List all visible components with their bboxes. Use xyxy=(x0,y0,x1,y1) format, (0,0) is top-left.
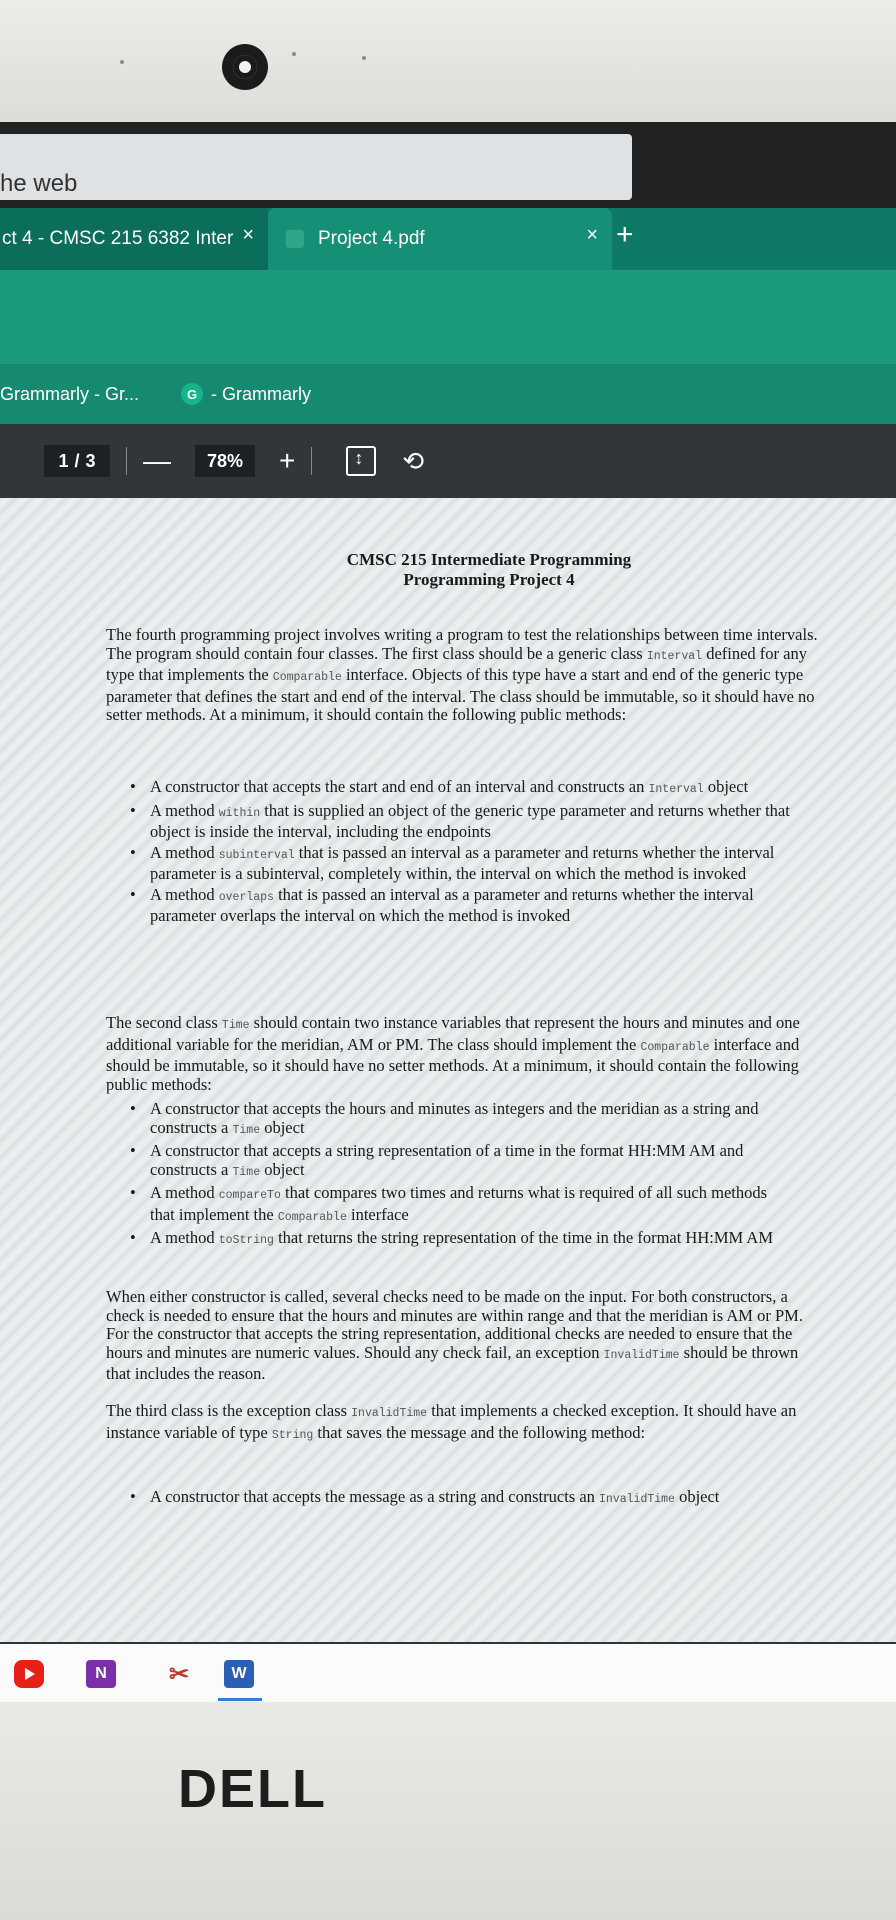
pdf-favicon-icon xyxy=(286,230,304,248)
pdf-page xyxy=(86,498,892,1642)
list-item: • A method within that is supplied an object of the generic type parameter and returns whether that object is inside the interval, including the endpoints xyxy=(106,802,790,842)
divider xyxy=(311,447,312,475)
page-separator: / xyxy=(74,450,80,471)
onenote-icon[interactable]: N xyxy=(86,1660,116,1688)
text: The fourth programming project involves writing a program to test the relationships between time intervals. The program should contain four classes. The first class should be a generic class xyxy=(106,625,818,663)
youtube-icon[interactable] xyxy=(14,1660,44,1688)
paragraph-4: The third class is the exception class InvalidTime that implements a checked exception. It should have an instance variable of type String that saves the message and the following method: xyxy=(106,1401,797,1442)
text: interface. Objects of this type have a start and end of the generic type parameter that defines the start and end of the interval. The class should be immutable, so it should have no setter methods. At a minimum, it should contain the following public methods: xyxy=(106,665,815,724)
tab-cmsc[interactable] xyxy=(0,208,268,270)
new-tab-button[interactable]: + xyxy=(616,218,634,251)
fit-page-icon[interactable] xyxy=(346,446,376,476)
tab-bar xyxy=(0,208,896,270)
list-item: • A constructor that accepts a string representation of a time in the format HH:MM AM and constructs a Time object xyxy=(106,1142,790,1182)
browser-toolbar xyxy=(0,270,896,364)
zoom-out-button[interactable]: — xyxy=(143,445,171,476)
paragraph-2: The second class Time should contain two instance variables that represent the hours and minutes and one additional variable for the meridian, AM or PM. The class should implement the Comparable interface and should be immutable, so it should have no setter methods. At a minimum, it should contain the following public methods: xyxy=(106,1013,800,1094)
webcam-icon xyxy=(222,44,268,90)
exception-methods-list xyxy=(106,1488,790,1512)
code-text: Comparable xyxy=(272,671,342,684)
interval-methods-list xyxy=(106,778,790,928)
close-icon[interactable]: × xyxy=(586,224,598,246)
list-item: • A constructor that accepts the message as a string and constructs an InvalidTime object xyxy=(106,1488,790,1510)
bezel-dot xyxy=(120,60,124,64)
bookmarks-bar xyxy=(0,364,896,424)
time-methods-list xyxy=(106,1100,790,1253)
tab-label: ct 4 - CMSC 215 6382 Inter xyxy=(2,228,234,249)
text: defined for any type that implements the xyxy=(106,643,807,684)
bookmark-grammarly-2[interactable] xyxy=(181,383,311,405)
taskbar xyxy=(0,1642,896,1704)
list-item: • A constructor that accepts the hours and minutes as integers and the meridian as a string and constructs a Time object xyxy=(106,1100,790,1140)
search-strip[interactable] xyxy=(0,134,632,200)
active-app-indicator xyxy=(218,1698,262,1701)
list-item: • A constructor that accepts the start and end of an interval and constructs an Interval object xyxy=(106,778,790,800)
pdf-viewer xyxy=(0,498,896,1642)
list-item: • A method compareTo that compares two times and returns what is required of all such methods that implement the Comparable interface xyxy=(106,1184,790,1227)
tab-project-pdf[interactable] xyxy=(268,208,612,270)
close-icon[interactable]: × xyxy=(242,224,254,246)
dell-logo: DELL xyxy=(178,1759,327,1819)
snipping-tool-icon[interactable]: ✂ xyxy=(168,1660,190,1688)
rotate-icon[interactable]: ⟲ xyxy=(402,445,425,476)
zoom-in-button[interactable]: + xyxy=(279,445,296,476)
monitor-bezel-top xyxy=(0,0,896,122)
bezel-dot xyxy=(362,56,366,60)
document-subheading: Programming Project 4 xyxy=(403,570,575,589)
bookmark-label: - Grammarly xyxy=(211,383,311,404)
code-text: Interval xyxy=(646,649,703,663)
grammarly-icon: G xyxy=(181,383,203,405)
document-heading: CMSC 215 Intermediate Programming xyxy=(346,550,632,569)
paragraph-1 xyxy=(86,626,826,725)
current-page: 1 xyxy=(58,450,69,471)
divider xyxy=(126,447,127,475)
total-pages: 3 xyxy=(85,450,96,471)
list-item: • A method subinterval that is passed an interval as a parameter and returns whether the interval parameter is a subinterval, completely within, the interval on which the method is invoked xyxy=(106,844,790,884)
paragraph-3: When either constructor is called, several checks need to be made on the input. For both constructors, a check is needed to ensure that the hours and minutes are within range and that the meridian is AM or PM. For the constructor that accepts the string representation, additional checks are needed to ensure that the hours and minutes are numeric values. Should any check fail, an exception InvalidTime should be thrown that includes the reason. xyxy=(106,1287,803,1383)
bookmark-label: Grammarly - Gr... xyxy=(0,383,139,404)
zoom-level[interactable]: 78% xyxy=(195,445,255,477)
page-indicator[interactable] xyxy=(44,445,110,477)
search-text: he web xyxy=(0,170,78,197)
bookmark-grammarly-1[interactable] xyxy=(0,384,139,405)
tab-label: Project 4.pdf xyxy=(318,228,425,249)
list-item: • A method toString that returns the string representation of the time in the format HH:MM AM xyxy=(106,1229,790,1251)
list-item: • A method overlaps that is passed an interval as a parameter and returns whether the interval parameter overlaps the interval on which the method is invoked xyxy=(106,886,790,926)
bezel-dot xyxy=(292,52,296,56)
pdf-toolbar xyxy=(0,424,896,498)
word-icon[interactable]: W xyxy=(224,1660,254,1688)
monitor-bezel-bottom xyxy=(0,1702,896,1920)
